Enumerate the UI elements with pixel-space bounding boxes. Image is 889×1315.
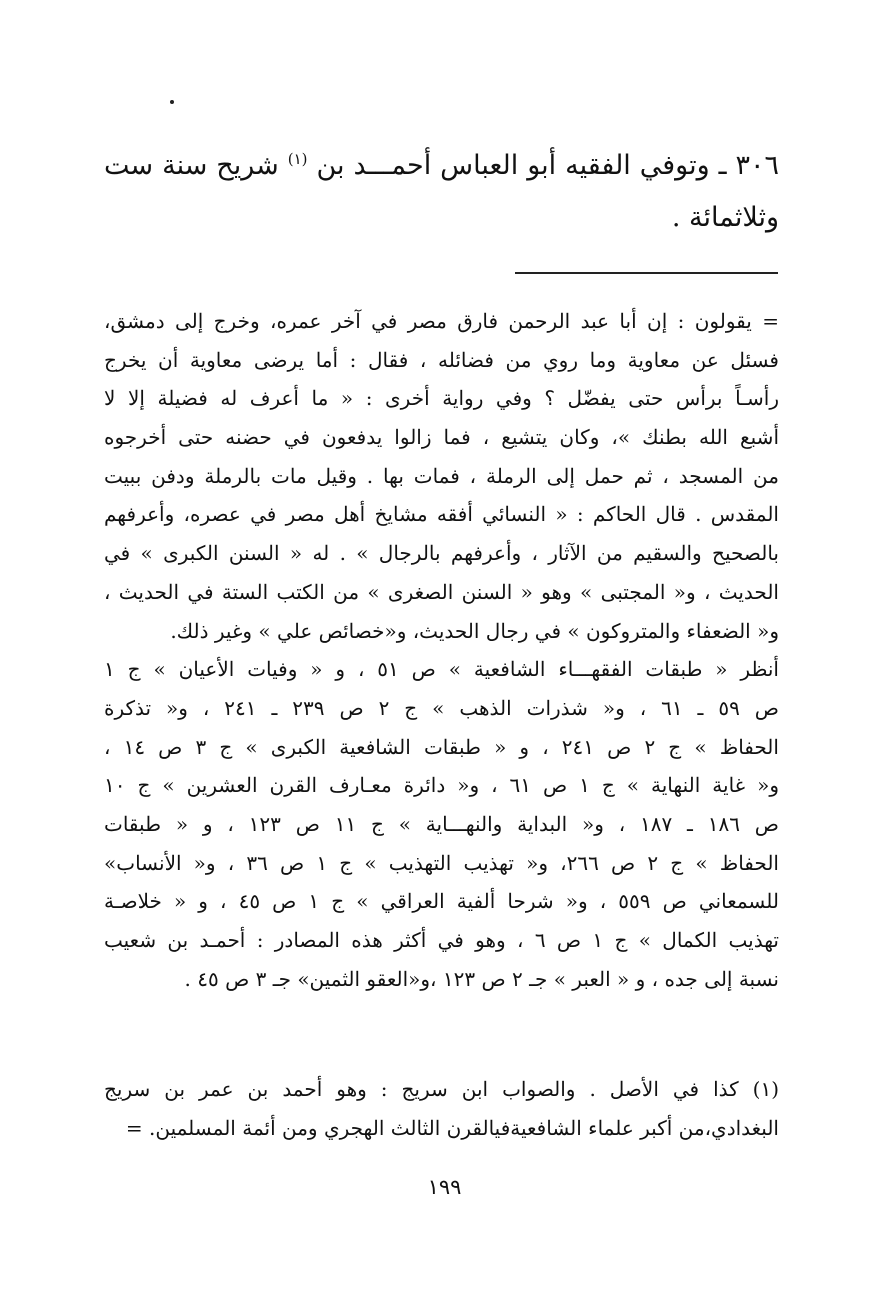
footnote-line: و« غاية النهاية » ج ١ ص ٦١ ، و« دائرة معـارف القرن العشرين » ج ١٠ — [104, 773, 779, 798]
footnote-line: (١) كذا في الأصل . والصواب ابن سريج : وهو أحمد بن عمر بن سريج — [104, 1077, 779, 1101]
page-number: ١٩٩ — [427, 1175, 462, 1199]
footnote-line: الحفاظ » ج ٢ ص ٢٤١ ، و « طبقات الشافعية الكبرى » ج ٣ ص ١٤ ، — [104, 734, 779, 759]
footnote-line: أشبع الله بطنك »، وكان يتشيع ، فما زالوا يدفعون في حضنه حتى أخرجوه — [104, 425, 779, 450]
footnote-separator — [515, 272, 778, 274]
footnote-line: الحديث ، و« المجتبى » وهو « السنن الصغرى » من الكتب الستة في الحديث ، — [104, 579, 779, 604]
footnote-line: رأسـاً برأس حتى يفضّل ؟ وفي رواية أخرى : « ما أعرف له فضيلة إلا لا — [104, 386, 779, 411]
footnote-continuation — [104, 302, 779, 998]
footnote-line: فسئل عن معاوية وما روي من فضائله ، فقال : أما يرضى معاوية أن يخرج — [104, 347, 779, 372]
ink-speck — [170, 100, 174, 104]
main-entry — [104, 140, 779, 244]
entry-text-start: ـ وتوفي الفقيه أبو العباس أحمـــد بن — [316, 150, 727, 181]
footnote-line: بالصحيح والسقيم من الآثار ، وأعرفهم بالرجال » . له « السنن الكبرى » في — [104, 541, 779, 566]
footnote-line: الحفاظ » ج ٢ ص ٢٦٦، و« تهذيب التهذيب » ج ١ ص ٣٦ ، و« الأنساب» — [104, 850, 779, 875]
footnote-line: البغدادي،من أكبر علماء الشافعيةفيالقرن الثالث الهجري ومن أئمة المسلمين. = — [125, 1115, 779, 1140]
footnote-line: ص ٥٩ ـ ٦١ ، و« شذرات الذهب » ج ٢ ص ٢٣٩ ـ ٢٤١ ، و« تذكرة — [104, 695, 779, 720]
footnote-line: أنظر « طبقات الفقهـــاء الشافعية » ص ٥١ ، و « وفيات الأعيان » ج ١ — [104, 657, 779, 682]
footnote-line: المقدس . قال الحاكم : « النسائي أفقه مشايخ أهل مصر في عصره، وأعرفهم — [104, 502, 779, 527]
entry-number: ٣٠٦ — [735, 150, 780, 181]
footnote-1 — [104, 1070, 779, 1147]
footnote-line: تهذيب الكمال » ج ١ ص ٦ ، وهو في أكثر هذه المصادر : أحمـد بن شعيب — [104, 928, 779, 952]
footnote-line: ص ١٨٦ ـ ١٨٧ ، و« البداية والنهـــاية » ج ١١ ص ١٢٣ ، و « طبقات — [104, 811, 779, 836]
footnote-marker[interactable]: (١) — [287, 150, 308, 168]
entry-text-end: شريح سنة ست وثلاثمائة . — [104, 150, 779, 233]
footnote-line: من المسجد ، ثم حمل إلى الرملة ، فمات بها . وقيل مات بالرملة ودفن ببيت — [104, 463, 779, 488]
footnote-line: للسمعاني ص ٥٥٩ ، و« شرحا ألفية العراقي » ج ١ ص ٤٥ ، و « خلاصـة — [104, 889, 779, 914]
footnote-line: = يقولون : إن أبا عبد الرحمن فارق مصر في آخر عمره، وخرج إلى دمشق، — [104, 309, 779, 333]
footnote-line: نسبة إلى جده ، و « العبر » جـ ٢ ص ١٢٣ ،و«العقو الثمين» جـ ٣ ص ٤٥ . — [184, 966, 779, 991]
footnote-line: و« الضعفاء والمتروكون » في رجال الحديث، و«خصائص علي » وغير ذلك. — [170, 618, 779, 643]
